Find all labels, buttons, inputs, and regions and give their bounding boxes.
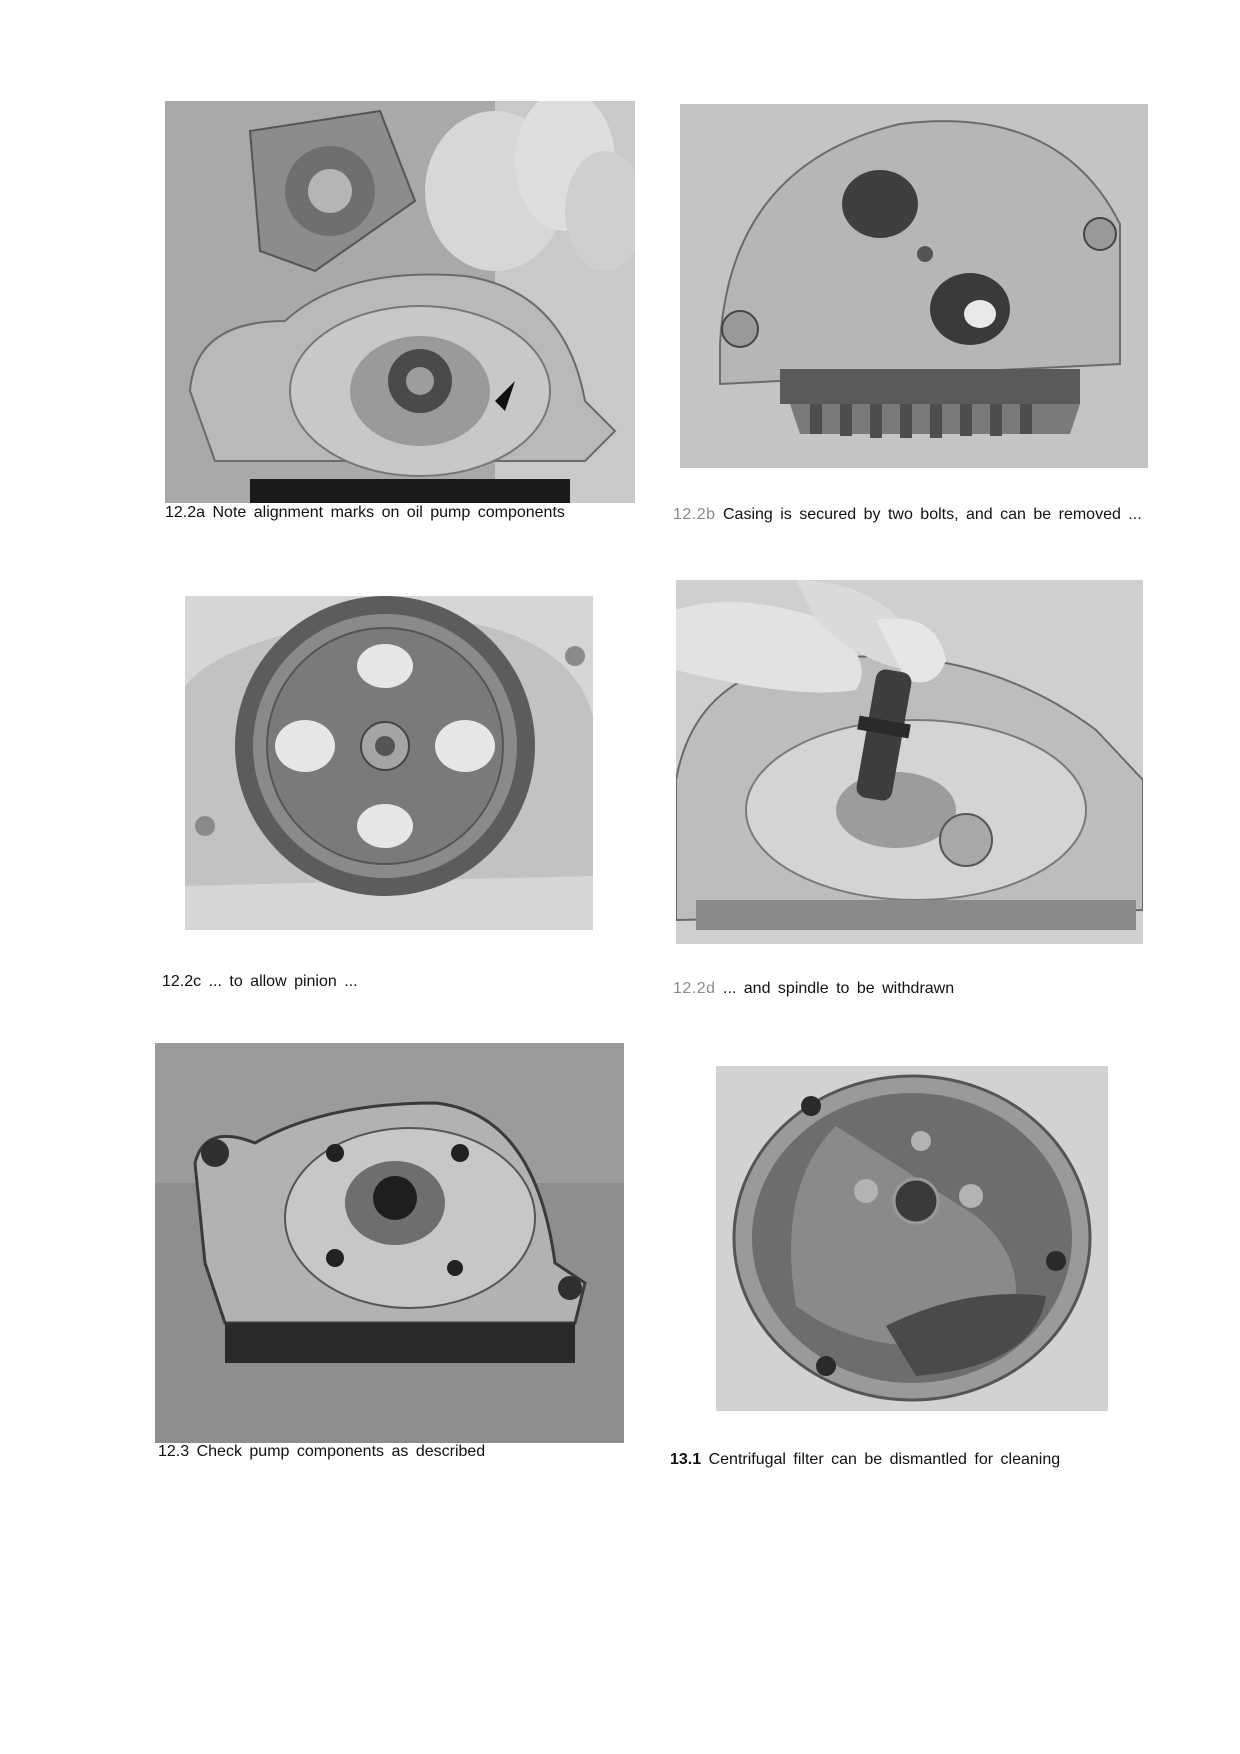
photo-12-2c-pinion-gear: [185, 596, 593, 930]
photo-12-2d-spindle-withdrawn: [676, 580, 1143, 944]
caption-text: ... and spindle to be withdrawn: [723, 980, 955, 997]
figure-number: 12.2a: [165, 504, 206, 521]
caption-text: Casing is secured by two bolts, and can be removed ...: [723, 506, 1142, 523]
figure-number: 12.2c: [162, 973, 202, 990]
caption-12-2d: [673, 979, 954, 999]
figure-number: 12.3: [158, 1443, 190, 1460]
caption-text: Note alignment marks on oil pump components: [212, 504, 565, 521]
caption-12-2c: [162, 972, 358, 992]
caption-text: ... to allow pinion ...: [208, 973, 358, 990]
caption-12-2b: [673, 505, 1142, 525]
photo-13-1-centrifugal-filter: [716, 1066, 1108, 1411]
caption-text: Check pump components as described: [196, 1443, 486, 1460]
figure-number: 13.1: [670, 1451, 702, 1468]
figure-number: 12.2d: [673, 980, 716, 997]
figure-number: 12.2b: [673, 506, 716, 523]
caption-13-1: [670, 1450, 1060, 1470]
photo-12-3-pump-components: [155, 1043, 624, 1443]
photo-12-2b-casing-bolts: [680, 104, 1148, 468]
caption-12-2a: [165, 503, 565, 523]
caption-12-3: [158, 1442, 485, 1462]
photo-12-2a-oil-pump-alignment: [165, 101, 635, 503]
caption-text: Centrifugal filter can be dismantled for cleaning: [708, 1451, 1061, 1468]
